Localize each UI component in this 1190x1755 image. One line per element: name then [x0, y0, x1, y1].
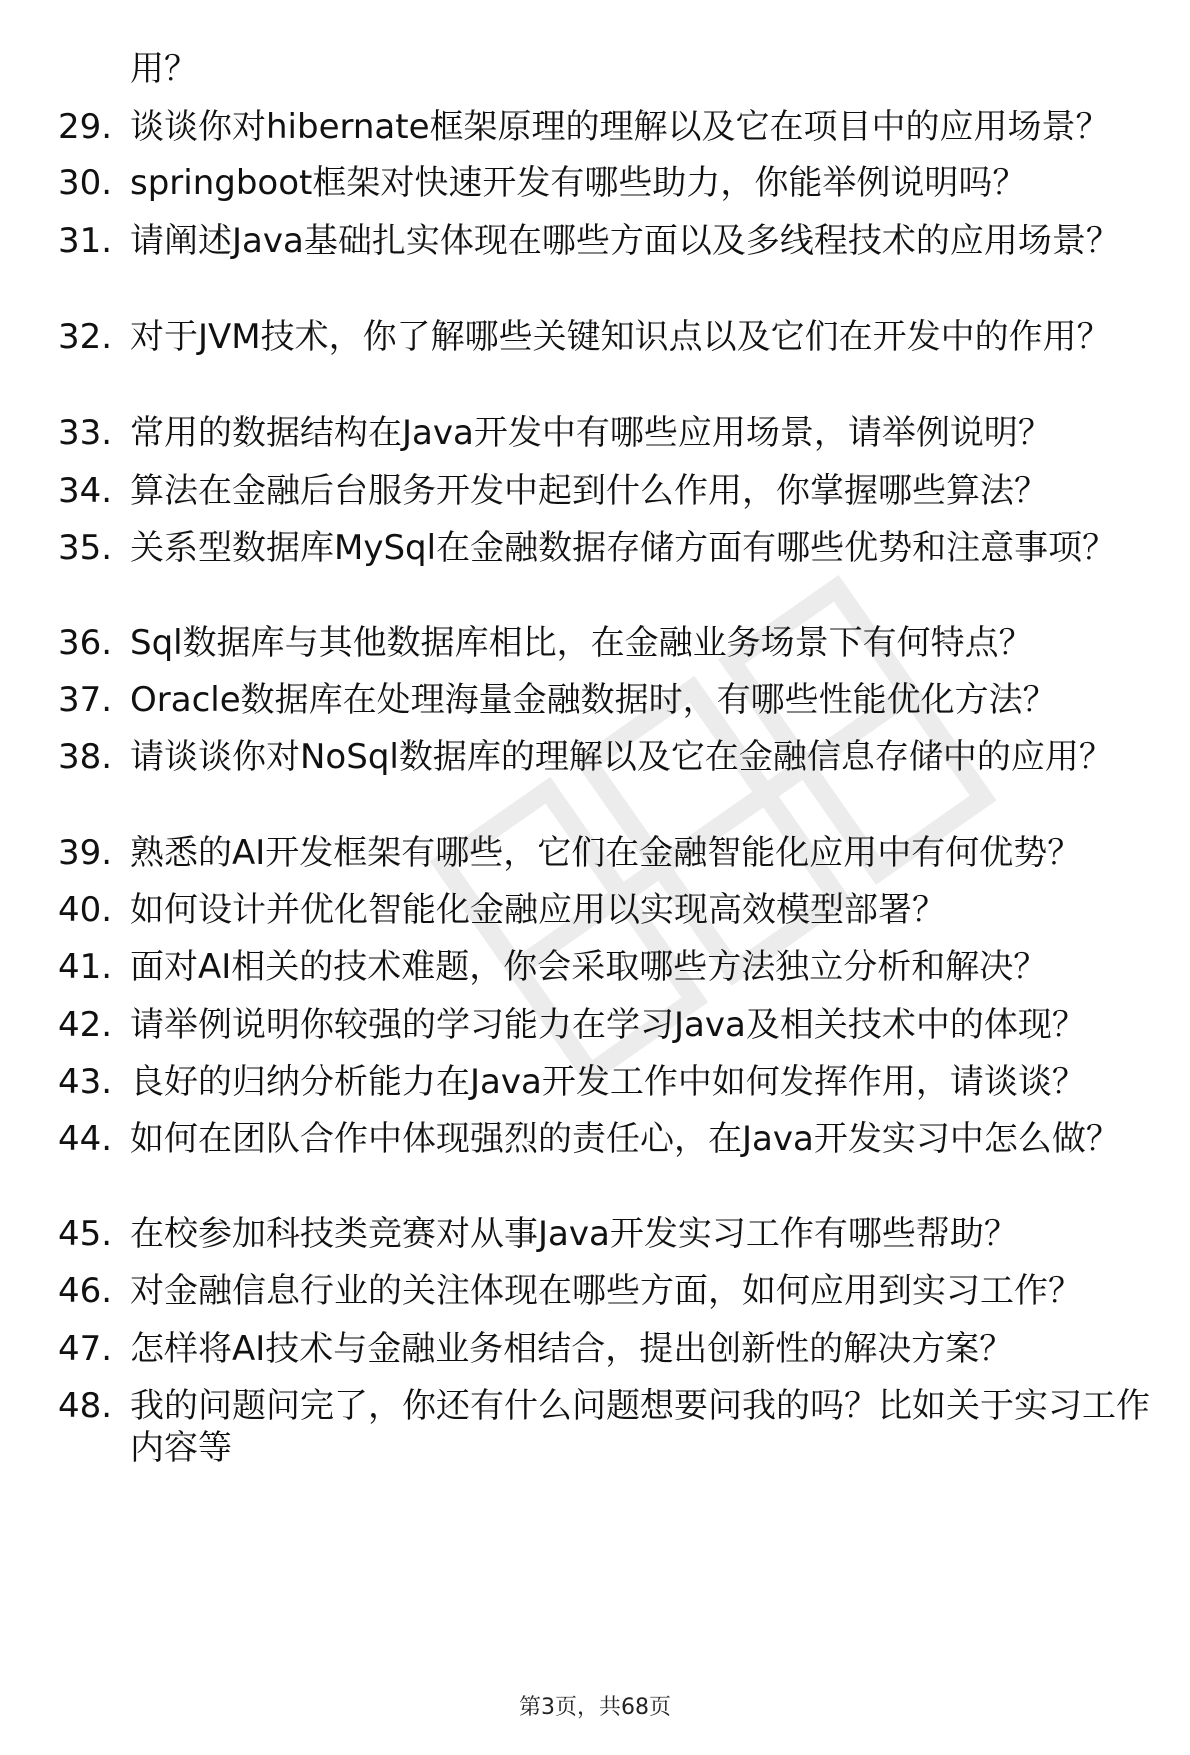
question-number: 33.: [58, 413, 113, 453]
question-text: 对金融信息行业的关注体现在哪些方面，如何应用到实习工作？: [130, 1271, 1082, 1311]
question-number: 34.: [58, 471, 113, 511]
question-number: 41.: [58, 947, 113, 987]
question-text: 熟悉的AI开发框架有哪些，它们在金融智能化应用中有何优势？: [130, 833, 1082, 873]
question-text: Sql数据库与其他数据库相比，在金融业务场景下有何特点？: [130, 623, 1033, 663]
question-text: 请举例说明你较强的学习能力在学习Java及相关技术中的体现？: [130, 1005, 1086, 1045]
question-number: 42.: [58, 1005, 113, 1045]
question-text: 面对AI相关的技术难题，你会采取哪些方法独立分析和解决？: [130, 947, 1048, 987]
question-text: springboot框架对快速开发有哪些助力，你能举例说明吗？: [130, 163, 1027, 203]
question-number: 47.: [58, 1329, 113, 1369]
question-number: 44.: [58, 1119, 113, 1159]
question-text: 如何设计并优化智能化金融应用以实现高效模型部署？: [130, 890, 946, 930]
question-text: 谈谈你对hibernate框架原理的理解以及它在项目中的应用场景？: [130, 107, 1110, 147]
question-number: 29.: [58, 107, 113, 147]
question-text: 如何在团队合作中体现强烈的责任心，在Java开发实习中怎么做？: [130, 1119, 1120, 1159]
question-number: 45.: [58, 1214, 113, 1254]
question-text: 对于JVM技术，你了解哪些关键知识点以及它们在开发中的作用？: [130, 317, 1111, 357]
continuation-text: 用？: [130, 49, 198, 89]
question-text: 怎样将AI技术与金融业务相结合，提出创新性的解决方案？: [130, 1329, 1014, 1369]
question-number: 43.: [58, 1062, 113, 1102]
question-number: 30.: [58, 163, 113, 203]
question-text: 在校参加科技类竞赛对从事Java开发实习工作有哪些帮助？: [130, 1214, 1018, 1254]
question-text: Oracle数据库在处理海量金融数据时，有哪些性能优化方法？: [130, 680, 1057, 720]
question-text: 我的问题问完了，你还有什么问题想要问我的吗？比如关于实习工作内容等: [130, 1386, 1150, 1468]
question-number: 37.: [58, 680, 113, 720]
question-text: 算法在金融后台服务开发中起到什么作用，你掌握哪些算法？: [130, 471, 1048, 511]
question-number: 36.: [58, 623, 113, 663]
question-number: 35.: [58, 528, 113, 568]
question-number: 31.: [58, 221, 113, 261]
question-text: 请阐述Java基础扎实体现在哪些方面以及多线程技术的应用场景？: [130, 221, 1120, 261]
question-number: 39.: [58, 833, 113, 873]
question-text: 良好的归纳分析能力在Java开发工作中如何发挥作用，请谈谈？: [130, 1062, 1086, 1102]
question-text: 请谈谈你对NoSql数据库的理解以及它在金融信息存储中的应用？: [130, 737, 1113, 777]
question-number: 38.: [58, 737, 113, 777]
question-number: 40.: [58, 890, 113, 930]
question-number: 32.: [58, 317, 113, 357]
page-number-footer: 第3页，共68页: [519, 1695, 671, 1720]
question-number: 46.: [58, 1271, 113, 1311]
question-text: 常用的数据结构在Java开发中有哪些应用场景，请举例说明？: [130, 413, 1052, 453]
question-number: 48.: [58, 1386, 113, 1426]
question-text: 关系型数据库MySql在金融数据存储方面有哪些优势和注意事项？: [130, 528, 1117, 568]
